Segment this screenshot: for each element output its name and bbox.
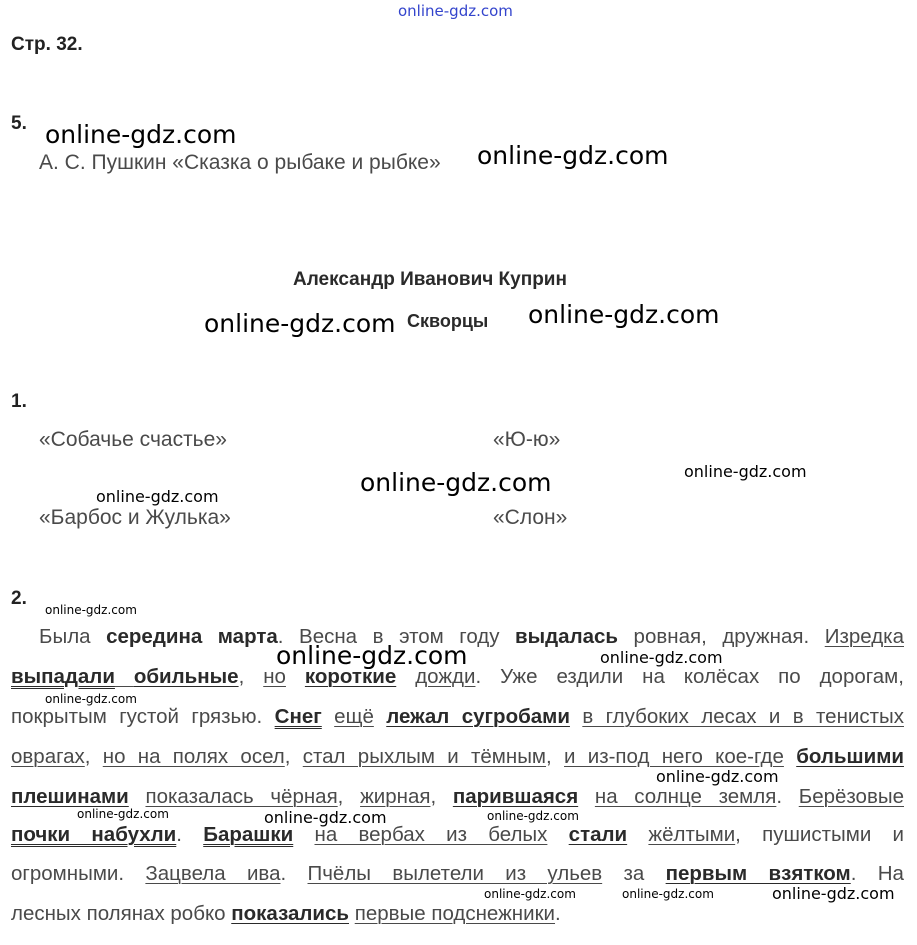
text-segment: ,	[238, 665, 264, 688]
watermark: online-gdz.com	[45, 120, 237, 149]
text-segment: .	[776, 785, 799, 808]
text-segment: почки набухли	[11, 823, 177, 846]
text-segment: жёлтыми	[648, 823, 736, 846]
text-segment	[578, 785, 595, 808]
watermark: online-gdz.com	[484, 887, 576, 901]
text-segment: ровная, дружная.	[618, 625, 825, 648]
text-segment: в глубоких лесах и в тенистых	[582, 705, 904, 728]
text-segment: середина марта	[106, 625, 278, 648]
watermark: online-gdz.com	[528, 300, 720, 329]
story-title-3: «Барбос и Жулька»	[39, 506, 231, 529]
text-segment: Снег	[274, 705, 322, 728]
watermark: online-gdz.com	[45, 692, 137, 706]
text-segment: . Уже ездили на колёсах по дорогам,	[475, 665, 904, 688]
text-segment: .	[176, 823, 204, 846]
story-title: Скворцы	[407, 311, 489, 331]
text-segment: Изредка	[824, 625, 904, 648]
watermark: online-gdz.com	[77, 807, 169, 821]
text-segment	[547, 823, 568, 846]
text-segment: . На	[850, 862, 904, 885]
text-segment: .	[555, 902, 561, 925]
text-segment: и из-под него кое-где	[564, 745, 784, 768]
watermark: online-gdz.com	[45, 603, 137, 617]
text-segment: Пчёлы вылетели из ульев	[307, 862, 603, 885]
text-segment: ещё	[334, 705, 374, 728]
text-segment: .	[280, 862, 308, 885]
text-segment: ,	[84, 745, 103, 768]
text-segment: показалась чёрная	[145, 785, 338, 808]
paragraph-line	[11, 862, 904, 890]
text-segment: огромными.	[11, 862, 146, 885]
text-segment	[627, 823, 648, 846]
text-segment: выпадали	[11, 665, 115, 688]
text-segment	[784, 745, 796, 768]
watermark: online-gdz.com	[477, 141, 669, 170]
paragraph-line	[39, 625, 904, 653]
text-segment: на солнце земля	[594, 785, 777, 808]
watermark: online-gdz.com	[656, 767, 779, 786]
task-1-number: 1.	[11, 391, 27, 412]
text-segment: ,	[546, 745, 565, 768]
text-segment: дожди	[415, 665, 476, 688]
text-segment: за	[602, 862, 666, 885]
text-segment: но	[263, 665, 286, 688]
story-title-1: «Собачье счастье»	[39, 428, 227, 451]
text-segment	[374, 705, 386, 728]
text-segment: плешинами	[11, 785, 129, 808]
watermark-top: online-gdz.com	[398, 2, 513, 20]
paragraph-line	[11, 823, 904, 851]
text-segment: парившаяся	[452, 785, 579, 808]
text-segment: Барашки	[203, 823, 294, 846]
text-segment: Зацвела ива	[145, 862, 281, 885]
story-title-2: «Ю-ю»	[493, 428, 561, 451]
text-segment: первые подснежники	[354, 902, 556, 925]
watermark: online-gdz.com	[684, 462, 807, 481]
watermark: online-gdz.com	[360, 468, 552, 497]
paragraph-line	[11, 902, 904, 930]
text-segment	[570, 705, 582, 728]
text-segment: , пушистыми и	[735, 823, 904, 846]
watermark: online-gdz.com	[276, 641, 468, 670]
watermark: online-gdz.com	[96, 487, 219, 506]
watermark: online-gdz.com	[600, 648, 723, 667]
text-segment: . Весна в этом году	[277, 625, 516, 648]
story-title-4: «Слон»	[493, 506, 568, 529]
text-segment: оврагах	[11, 745, 85, 768]
paragraph-line	[11, 705, 904, 733]
watermark: online-gdz.com	[487, 809, 579, 823]
text-segment: показались	[231, 902, 350, 925]
page-label: Стр. 32.	[11, 34, 83, 55]
task-5-number: 5.	[11, 113, 27, 134]
text-segment: Берёзовые	[798, 785, 904, 808]
text-segment: первым взятком	[665, 862, 851, 885]
text-segment: выдалась	[515, 625, 618, 648]
watermark: online-gdz.com	[772, 884, 895, 903]
text-segment: ,	[284, 745, 303, 768]
text-segment: короткие	[304, 665, 397, 688]
text-segment: Была	[39, 625, 107, 648]
text-segment	[322, 705, 334, 728]
text-segment: ,	[430, 785, 453, 808]
text-segment: жирная	[360, 785, 431, 808]
text-segment: обильные	[133, 665, 239, 688]
text-segment: стал рыхлым и тёмным	[302, 745, 547, 768]
text-segment: но на полях осел	[102, 745, 285, 768]
text-segment: стали	[568, 823, 628, 846]
text-segment: лесных полянах робко	[11, 902, 232, 925]
text-segment: ,	[337, 785, 361, 808]
author-name: Александр Иванович Куприн	[293, 269, 567, 290]
text-segment	[115, 665, 134, 688]
text-segment: большими	[796, 745, 904, 768]
watermark: online-gdz.com	[622, 887, 714, 901]
task-5-answer: А. С. Пушкин «Сказка о рыбаке и рыбке»	[39, 151, 441, 174]
watermark: online-gdz.com	[204, 309, 396, 338]
text-segment: покрытым густой грязью.	[11, 705, 275, 728]
task-2-number: 2.	[11, 588, 27, 609]
text-segment	[129, 785, 146, 808]
watermark: online-gdz.com	[264, 808, 387, 827]
text-segment: лежал сугробами	[386, 705, 570, 728]
text-segment: на вербах из белых	[314, 823, 548, 846]
